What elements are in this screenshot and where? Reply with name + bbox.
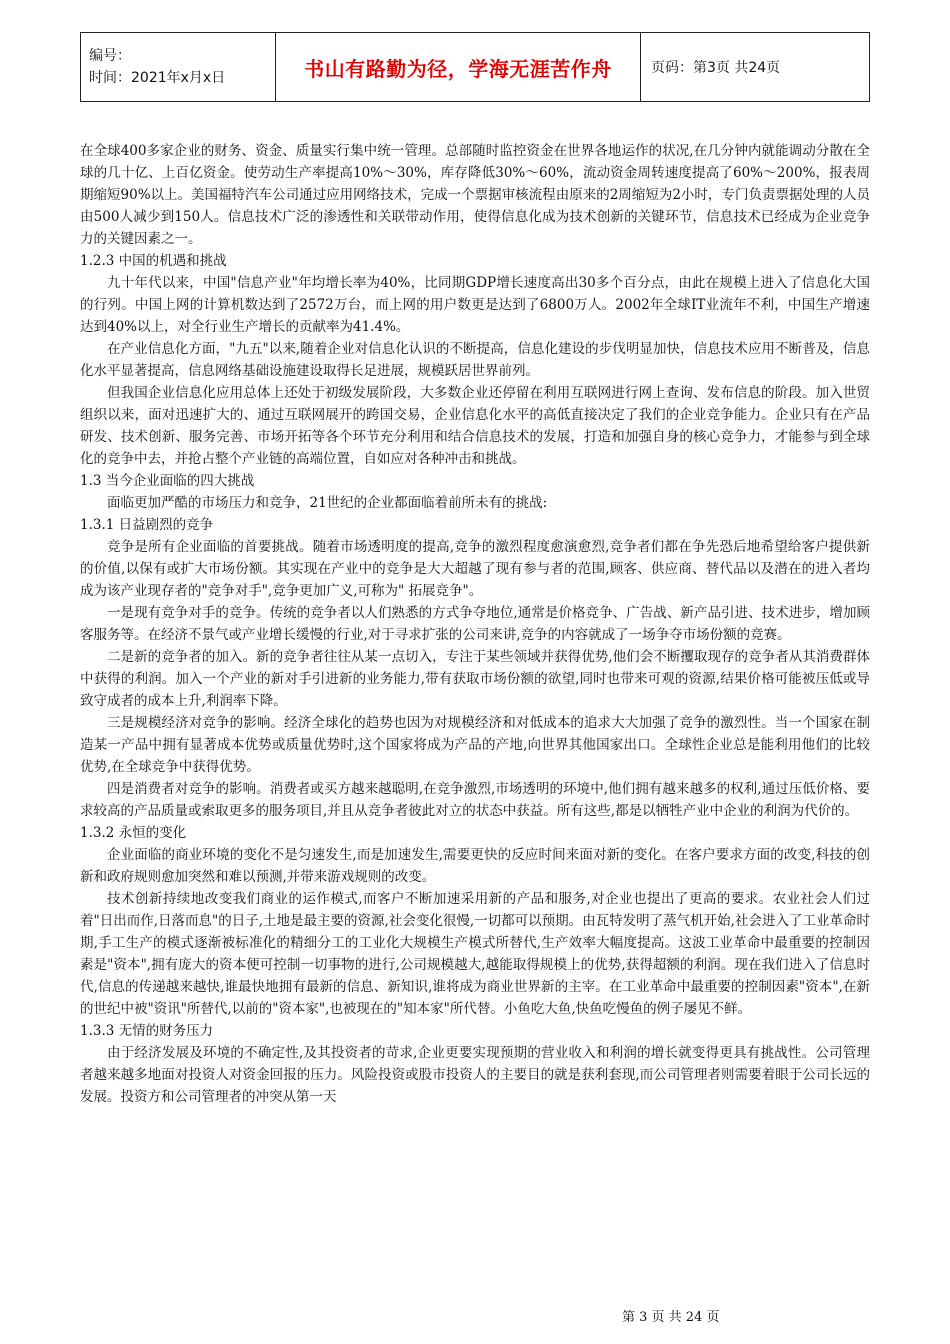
body-paragraph: 在产业信息化方面，"九五"以来,随着企业对信息化认识的不断提高，信息化建设的步伐明显加快，信息技术应用不断普及，信息化水平显著提高，信息网络基础设施建设取得长足进展，规模跃居世界前列。 bbox=[80, 341, 870, 379]
body-paragraph: 竞争是所有企业面临的首要挑战。随着市场透明度的提高,竞争的激烈程度愈演愈烈,竞争者们都在争先恐后地希望给客户提供新的价值,以保有或扩大市场份额。其实现在产业中的竞争是大大超越了现有参与者的范围,顾客、供应商、替代品以及潜在的进入者均成为该产业现存者的"竞争对手",竞争更加广义,可称为" 拓展竞争"。 bbox=[80, 539, 870, 599]
body-paragraph: 九十年代以来，中国"信息产业"年均增长率为40%，比同期GDP增长速度高出30多个百分点，由此在规模上进入了信息化大国的行列。中国上网的计算机数达到了2572万台，而上网的用户数更是达到了6800万人。2002年全球IT业流年不利，中国生产增速达到40%以上，对全行业生产增长的贡献率为41.4%。 bbox=[80, 275, 870, 335]
header-motto-cell bbox=[276, 33, 641, 101]
header-page-label: 页码：第3页 共24页 bbox=[651, 60, 781, 76]
document-number-label: 编号： bbox=[89, 48, 131, 64]
page-footer: 第 3 页 共 24 页 bbox=[622, 1310, 720, 1325]
section-heading: 1.3.1 日益剧烈的竞争 bbox=[80, 517, 214, 533]
body-paragraph: 一是现有竞争对手的竞争。传统的竞争者以人们熟悉的方式争夺地位,通常是价格竞争、广告战、新产品引进、技术进步，增加顾客服务等。在经济不景气或产业增长缓慢的行业,对于寻求扩张的公司来讲,竞争的内容就成了一场争夺市场份额的竞赛。 bbox=[80, 605, 870, 643]
body-paragraph: 四是消费者对竞争的影响。消费者或买方越来越聪明,在竞争激烈,市场透明的环境中,他们拥有越来越多的权利,通过压低价格、要求较高的产品质量或索取更多的服务项目,并且从竞争者彼此对立的状态中获益。所有这些,都是以牺牲产业中企业的利润为代价的。 bbox=[80, 781, 870, 819]
section-heading: 1.2.3 中国的机遇和挑战 bbox=[80, 253, 227, 269]
document-body bbox=[80, 140, 870, 1108]
body-paragraph: 三是规模经济对竞争的影响。经济全球化的趋势也因为对规模经济和对低成本的追求大大加强了竞争的激烈性。当一个国家在制造某一产品中拥有显著成本优势或质量优势时,这个国家将成为产品的产地,向世界其他国家出口。全球性企业总是能利用他们的比较优势,在全球竞争中获得优势。 bbox=[80, 715, 870, 775]
header-meta bbox=[81, 33, 276, 101]
body-paragraph: 但我国企业信息化应用总体上还处于初级发展阶段，大多数企业还停留在利用互联网进行网上查询、发布信息的阶段。加入世贸组织以来，面对迅速扩大的、通过互联网展开的跨国交易，企业信息化水平的高低直接决定了我们的企业竞争能力。企业只有在产品研发、技术创新、服务完善、市场开拓等各个环节充分利用和结合信息技术的发展，打造和加强自身的核心竞争力，才能参与到全球化的竞争中去，并抢占整个产业链的高端位置，自如应对各种冲击和挑战。 bbox=[80, 385, 870, 467]
body-paragraph: 在全球400多家企业的财务、资金、质量实行集中统一管理。总部随时监控资金在世界各地运作的状况,在几分钟内就能调动分散在全球的几十亿、上百亿资金。使劳动生产率提高10%～30%，库存降低30%～60%，流动资金周转速度提高了60%～200%，报表周期缩短90%以上。美国福特汽车公司通过应用网络技术，完成一个票据审核流程由原来的2周缩短为2小时，专门负责票据处理的人员由500人减少到150人。信息技术广泛的渗透性和关联带动作用，使得信息化成为技术创新的关键环节，信息技术已经成为企业竞争力的关键因素之一。 bbox=[80, 143, 870, 247]
body-paragraph: 技术创新持续地改变我们商业的运作模式,而客户不断加速采用新的产品和服务,对企业也提出了更高的要求。农业社会人们过着"日出而作,日落而息"的日子,土地是最主要的资源,社会变化很慢,一切都可以预期。由瓦特发明了蒸气机开始,社会进入了工业革命时期,手工生产的模式逐渐被标准化的精细分工的工业化大规模生产模式所替代,生产效率大幅度提高。这波工业革命中最重要的控制因素是"资本",拥有庞大的资本便可控制一切事物的进行,公司规模越大,越能取得规模上的优势,获得超额的利润。现在我们进入了信息时代,信息的传递越来越快,谁最快地拥有最新的信息、新知识,谁将成为商业世界新的主宰。在工业革命中最重要的控制因素"资本",在新的世纪中被"资讯"所替代,以前的"资本家",也被现在的"知本家"所代替。小鱼吃大鱼,快鱼吃慢鱼的例子屡见不鲜。 bbox=[80, 891, 870, 1017]
header-motto: 书山有路勤为径，学海无涯苦作舟 bbox=[304, 56, 612, 81]
section-heading: 1.3.3 无情的财务压力 bbox=[80, 1023, 214, 1039]
header-page-cell bbox=[641, 33, 869, 101]
body-paragraph: 企业面临的商业环境的变化不是匀速发生,而是加速发生,需要更快的反应时间来面对新的变化。在客户要求方面的改变,科技的创新和政府规则愈加突然和难以预测,并带来游戏规则的改变。 bbox=[80, 847, 870, 885]
page-header bbox=[80, 32, 870, 102]
section-heading: 1.3.2 永恒的变化 bbox=[80, 825, 187, 841]
body-paragraph: 面临更加严酷的市场压力和竞争，21世纪的企业都面临着前所未有的挑战: bbox=[107, 495, 548, 511]
body-paragraph: 二是新的竞争者的加入。新的竞争者往往从某一点切入，专注于某些领域并获得优势,他们会不断攫取现存的竞争者从其消费群体中获得的利润。加入一个产业的新对手引进新的业务能力,带有获取市场份额的欲望,同时也带来可观的资源,结果价格可能被压低或导致守成者的成本上升,利润率下降。 bbox=[80, 649, 870, 709]
section-heading: 1.3 当今企业面临的四大挑战 bbox=[80, 473, 255, 489]
body-paragraph: 由于经济发展及环境的不确定性,及其投资者的苛求,企业更要实现预期的营业收入和利润的增长就变得更具有挑战性。公司管理者越来越多地面对投资人对资金回报的压力。风险投资或股市投资人的主要目的就是获利套现,而公司管理者则需要着眼于公司长远的发展。投资方和公司管理者的冲突从第一天 bbox=[80, 1045, 870, 1105]
document-time-label: 时间：2021年x月x日 bbox=[89, 70, 226, 86]
